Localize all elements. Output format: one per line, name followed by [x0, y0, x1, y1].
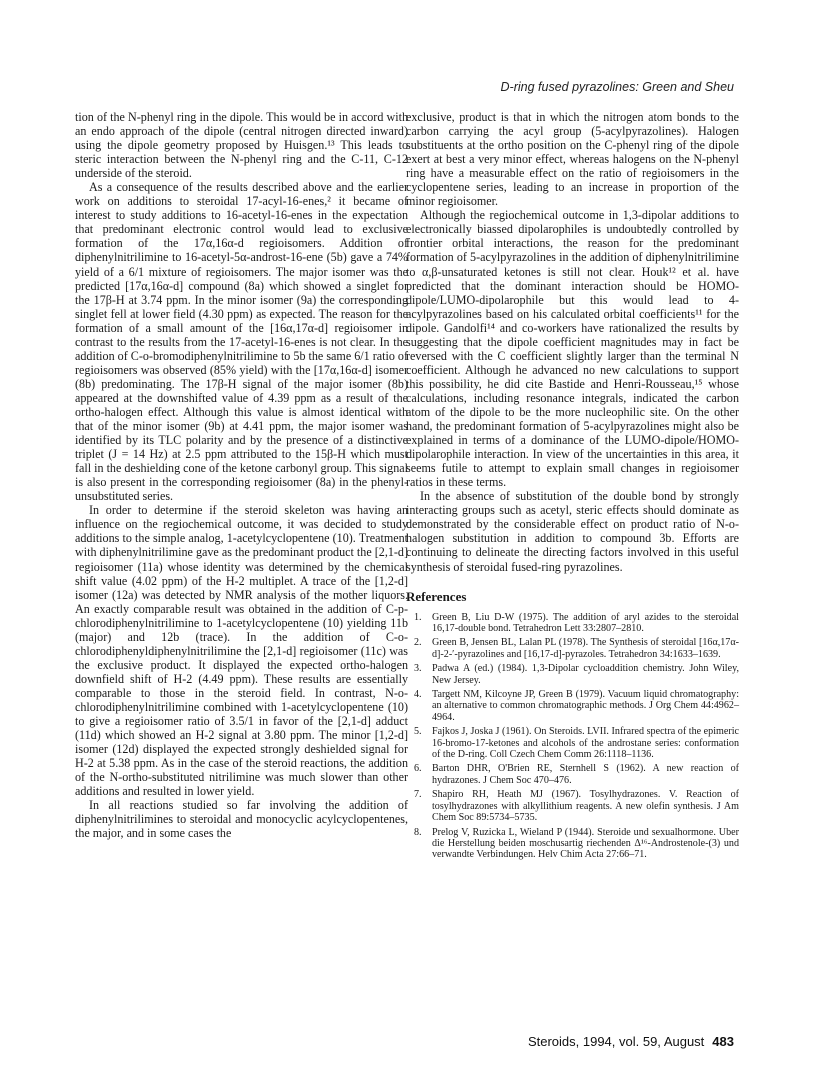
body-paragraph: tion of the N-phenyl ring in the dipole. This would be in accord with an endo approach of the dipole (central nitrogen directed inward) using the dipole geometry proposed by Huisgen.¹³ This leads to steric interaction between the N-phenyl ring and the C-11, C-12 underside of the steroid. [75, 110, 408, 181]
journal-citation: Steroids, 1994, vol. 59, August [527, 1034, 705, 1049]
body-paragraph: In the absence of substitution of the double bond by strongly interacting groups such as acetyl, steric effects should dominate as demonstrated by the considerable effect on product ratio of N-o-halogen substitution in addition to compound 3b. Efforts are continuing to delineate the directing factors involved in this useful synthesis of steroidal fused-ring pyrazolines. [406, 489, 739, 574]
reference-item [406, 612, 739, 635]
reference-item [406, 789, 739, 823]
reference-text: Padwa A (ed.) (1984). 1,3-Dipolar cycloaddition chemistry. John Wiley, New Jersey. [432, 663, 739, 686]
reference-item [406, 689, 739, 723]
reference-number: 1. [414, 611, 422, 623]
references-heading: References [406, 588, 467, 604]
reference-number: 3. [414, 663, 422, 675]
reference-item [406, 827, 739, 861]
reference-text: Green B, Liu D-W (1975). The addition of aryl azides to the steroidal 16,17-double bond. Tetrahedron Lett 33:2807–2810. [432, 611, 739, 634]
reference-item [406, 763, 739, 786]
reference-number: 5. [414, 726, 422, 738]
reference-item [406, 726, 739, 760]
page-footer [528, 1034, 734, 1049]
references-list [406, 612, 739, 861]
right-column [406, 110, 739, 864]
reference-text: Fajkos J, Joska J (1961). On Steroids. LVII. Infrared spectra of the epimeric 16-bromo-17-ketones and alcohols of the androstane series: conformation of the D-ring. Coll Czech Chem Comm 26:1118–1136. [432, 726, 739, 761]
left-column [75, 110, 408, 840]
reference-number: 7. [414, 789, 422, 801]
reference-item [406, 637, 739, 660]
running-head: D-ring fused pyrazolines: Green and Sheu [500, 80, 734, 94]
reference-number: 4. [414, 689, 422, 701]
body-paragraph: In order to determine if the steroid skeleton was having an influence on the regiochemical outcome, it was decided to study additions to the simple analog, 1-acetylcyclopentene (10). Treatment with diphenylnitrilimine gave as the predominant product the [2,1-d] regioisomer (11a) whose identity was determined by the chemical shift value (4.02 ppm) of the H-2 multiplet. A trace of the [1,2-d] isomer (12a) was detected by NMR analysis of the mother liquors. An exactly comparable result was obtained in the addition of C-p-chlorodiphenylnitrilimine to 1-acetylcyclopentene (10) yielding 11b (major) and 12b (trace). In the addition of C-o-chlorodiphenyldiphenylnitrilimine the [2,1-d] regioisomer (11c) was the exclusive product. It displayed the expected ortho-halogen downfield shift of H-2 (4.49 ppm). These results are essentially comparable to those in the steroid field. In contrast, N-o-chlorodiphenylnitrilimine combined with 1-acetylcyclopentene (10) to give a regioisomer ratio of 3.5/1 in favor of the [2,1-d] adduct (11d) which showed an H-2 signal at 3.80 ppm. The minor [1,2-d] isomer (12d) displayed the expected strongly deshielded signal for H-2 at 5.38 ppm. As in the case of the steroid reactions, the addition of the N-ortho-substituted nitrilimine was much slower than other additions and resulted in lower yield. [75, 503, 408, 799]
body-paragraph: In all reactions studied so far involving the addition of diphenylnitrilimines to steroidal and monocyclic acylcyclopentenes, the major, and in some cases the [75, 798, 408, 841]
page-number: 483 [712, 1034, 734, 1049]
reference-text: Shapiro RH, Heath MJ (1967). Tosylhydrazones. V. Reaction of tosylhydrazones with alkyllithium reagents. A new olefin synthesis. J Am Chem Soc 89:5734–5735. [432, 789, 739, 824]
reference-text: Green B, Jensen BL, Lalan PL (1978). The Synthesis of steroidal [16α,17α-d]-2-′-pyrazolines and [16,17-d]-pyrazoles. Tetrahedron 34:1633–1639. [432, 637, 739, 660]
reference-text: Barton DHR, O'Brien RE, Sternhell S (1962). A new reaction of hydrazones. J Chem Soc 470–476. [432, 763, 739, 786]
reference-number: 8. [414, 826, 422, 838]
body-paragraph: exclusive, product is that in which the nitrogen atom bonds to the carbon carrying the acyl group (5-acylpyrazolines). Halogen substituents at the ortho position on the C-phenyl ring of the dipole exert at best a very minor effect, whereas halogens on the N-phenyl ring have a measurable effect on the ratio of regioisomers in the cyclopentene series, leading to an increase in proportion of the minor regioisomer. [406, 110, 739, 209]
body-paragraph: Although the regiochemical outcome in 1,3-dipolar additions to electronically biassed dipolarophiles is undoubtedly controlled by frontier orbital interactions, the reason for the predominant formation of 5-acylpyrazolines in the addition of diphenylnitrilimine to α,β-unsaturated ketones is still not clear. Houk¹² et al. have predicted that the dominant interaction should be HOMO-dipole/LUMO-dipolarophile but this would lead to 4-acylpyrazolines based on his calculated orbital coefficients¹¹ for the dipole. Gandolfi¹⁴ and co-workers have rationalized the results by suggesting that the dipole coefficient magnitudes may in fact be reversed with the C coefficient slightly larger than the terminal N coefficient. Although he advanced no new calculations to support this possibility, he did cite Bastide and Henri-Rousseau,¹⁵ whose calculations, including resonance integrals, indicated the carbon atom of the dipole to be the more nucleophilic site. On the other hand, the predominant formation of 5-acylpyrazolines might also be explained in terms of a dominance of the LUMO-dipole/HOMO-dipolarophile interaction. In view of the uncertainties in this area, it seems futile to attempt to explain small changes in regioisomer ratios in these terms. [406, 208, 739, 490]
reference-text: Prelog V, Ruzicka L, Wieland P (1944). Steroide und sexualhormone. Uber die Herstellung beiden moschusartig riechenden Δ¹⁶-Androstenole-(3) und verwandte Verbindungen. Helv Chim Acta 27:66–71. [432, 826, 739, 861]
reference-number: 2. [414, 637, 422, 649]
reference-number: 6. [414, 763, 422, 775]
body-paragraph: As a consequence of the results described above and the earlier work on additions to steroidal 17-acyl-16-enes,² it became of interest to study additions to 16-acetyl-16-enes in the expectation that predominant electronic control would lead to exclusive formation of the 17α,16α-d regioisomers. Addition of diphenylnitrilimine to 16-acetyl-5α-androst-16-ene (5b) gave a 74% yield of a 6/1 mixture of regioisomers. The major isomer was the predicted [17α,16α-d] compound (8a) which showed a singlet for the 17β-H at 3.74 ppm. In the minor isomer (9a) the corresponding singlet fell at lower field (4.30 ppm) as expected. The reason for the formation of a small amount of the [16α,17α-d] regioisomer in contrast to the results from the 17-acetyl-16-enes is not clear. In the addition of C-o-bromodiphenylnitrilimine to 5b the same 6/1 ratio of regioisomers was observed (85% yield) with the [17α,16α-d] isomer (8b) predominating. The 17β-H signal of the major isomer (8b) appeared at the downshifted value of 4.39 ppm as a result of the ortho-halogen effect. Although this value is almost identical with that of the minor isomer (9b) at 4.41 ppm, the major isomer was identified by its TLC polarity and by the presence of a distinctive triplet (J = 14 Hz) at 2.5 ppm attributed to the 15β-H which must fall in the deshielding cone of the ketone carbonyl group. This signal is also present in the corresponding regioisomer (8a) in the phenyl-unsubstituted series. [75, 180, 408, 504]
reference-item [406, 663, 739, 686]
reference-text: Targett NM, Kilcoyne JP, Green B (1979). Vacuum liquid chromatography: an alternative to common chromatographic methods. J Org Chem 44:4962–4964. [432, 689, 739, 723]
